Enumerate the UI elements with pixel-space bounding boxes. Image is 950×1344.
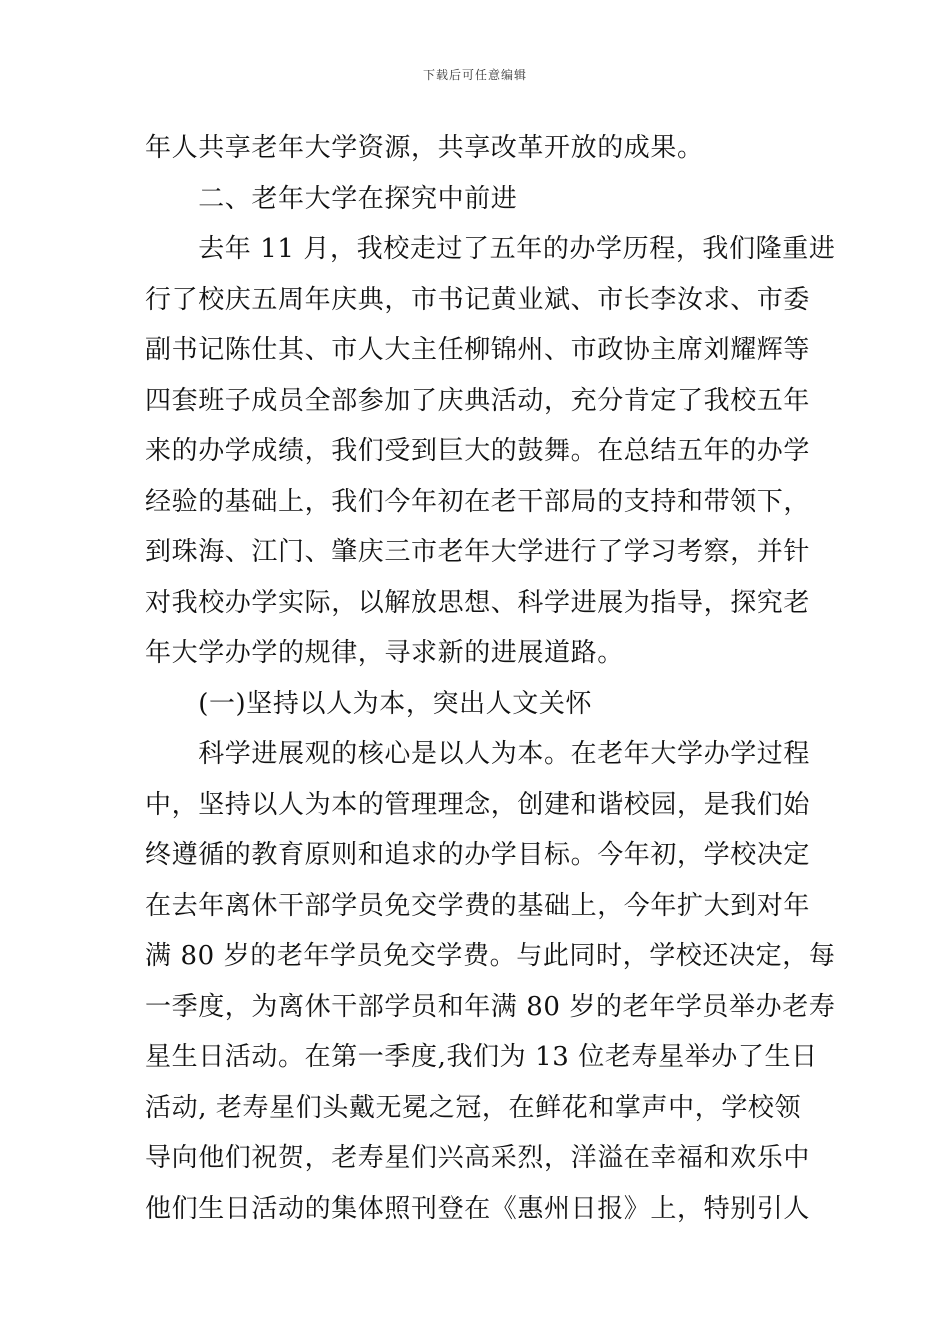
text-line: 年大学办学的规律，寻求新的进展道路。 (145, 638, 624, 668)
section-heading: 二、老年大学在探究中前进 (145, 183, 518, 214)
text-line: 满 80 岁的老年学员免交学费。与此同时，学校还决定，每 (145, 941, 836, 971)
document-body (145, 127, 836, 1238)
text-line: 中，坚持以人为本的管理理念，创建和谐校园，是我们始 (145, 789, 811, 820)
text-line: 星生日活动。在第一季度,我们为 13 位老寿星举办了生日 (145, 1042, 818, 1072)
text-line: 科学进展观的核心是以人为本。在老年大学办学过程 (145, 739, 811, 769)
text-line: 一季度，为离休干部学员和年满 80 岁的老年学员举办老寿 (145, 991, 836, 1022)
text-line: 年人共享老年大学资源，共享改革开放的成果。 (145, 133, 704, 163)
text-line: 去年 11 月，我校走过了五年的办学历程，我们隆重进 (145, 234, 836, 264)
text-line: 活动, 老寿星们头戴无冕之冠，在鲜花和掌声中，学校领 (145, 1092, 802, 1123)
text-line: 导向他们祝贺，老寿星们兴高采烈，洋溢在幸福和欢乐中 (145, 1143, 811, 1173)
text-line: 来的办学成绩，我们受到巨大的鼓舞。在总结五年的办学 (145, 436, 811, 466)
text-line: 行了校庆五周年庆典，市书记黄业斌、市长李汝求、市委 (145, 284, 811, 315)
text-line: 到珠海、江门、肇庆三市老年大学进行了学习考察，并针 (145, 537, 811, 567)
text-line: 终遵循的教育原则和追求的办学目标。今年初，学校决定 (145, 840, 811, 870)
text-line: 他们生日活动的集体照刊登在《惠州日报》上，特别引人 (145, 1193, 811, 1224)
text-line: 四套班子成员全部参加了庆典活动，充分肯定了我校五年 (145, 385, 811, 416)
text-line: 对我校办学实际，以解放思想、科学进展为指导，探究老 (145, 587, 811, 618)
text-line: 副书记陈仕其、市人大主任柳锦州、市政协主席刘耀辉等 (145, 335, 811, 365)
subsection-heading: (一)坚持以人为本，突出人文关怀 (145, 688, 593, 719)
page-header-note: 下载后可任意编辑 (422, 68, 527, 82)
text-line: 经验的基础上，我们今年初在老干部局的支持和带领下， (145, 486, 811, 517)
text-line: 在去年离休干部学员免交学费的基础上，今年扩大到对年 (145, 890, 811, 921)
